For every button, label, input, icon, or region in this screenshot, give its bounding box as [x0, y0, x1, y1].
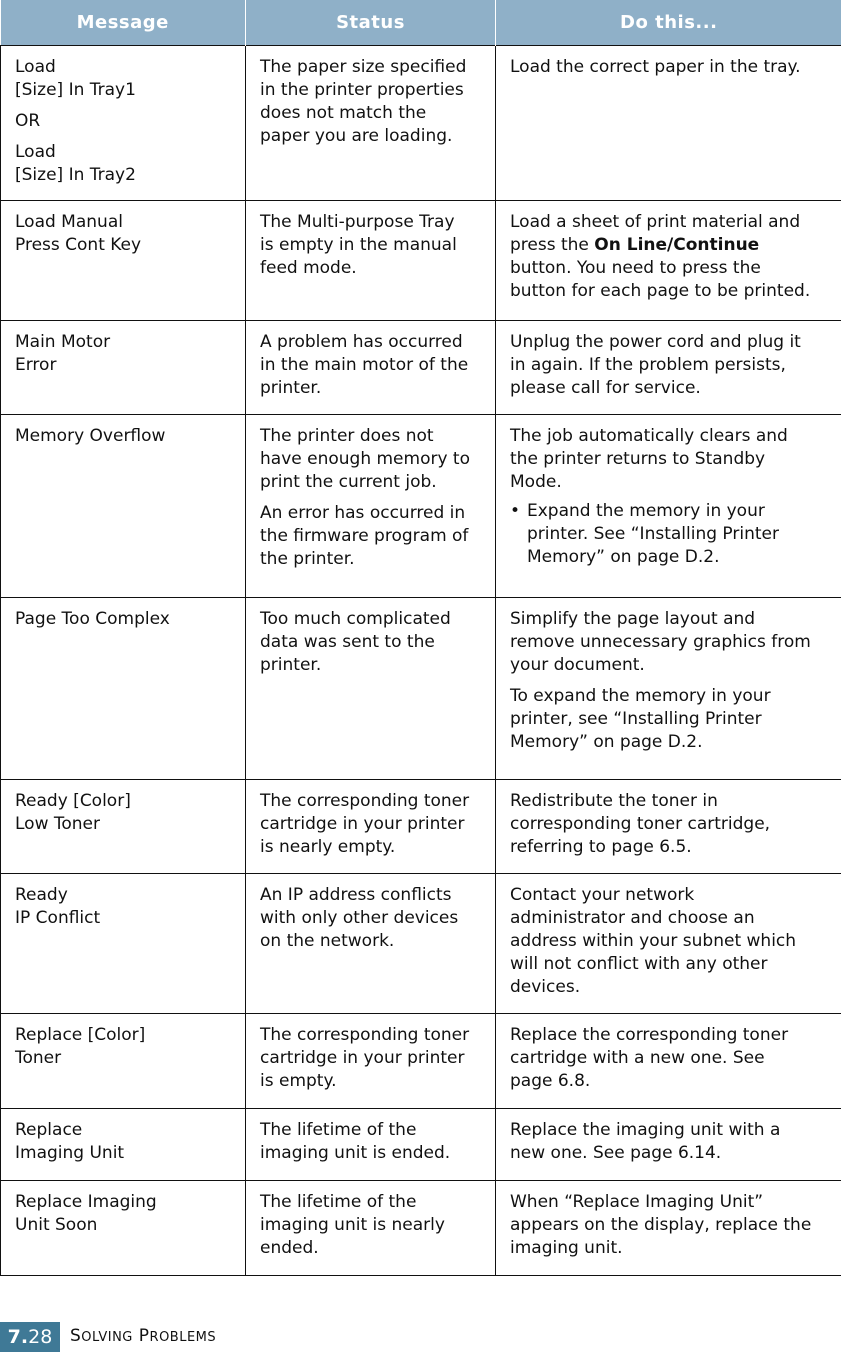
action-cell: [496, 201, 841, 321]
action-line: button. You need to press the: [510, 257, 835, 280]
status-cell: [246, 1181, 496, 1276]
table-row: [1, 874, 841, 1014]
message-line: Page Too Complex: [15, 608, 237, 631]
table-row: [1, 46, 841, 201]
status-line: The paper size specified: [260, 56, 487, 79]
status-line: in the main motor of the: [260, 354, 487, 377]
action-line: To expand the memory in your: [510, 685, 835, 708]
table-row: [1, 1014, 841, 1109]
action-line: printer, see “Installing Printer: [510, 708, 835, 731]
online-continue-button-label: On Line/Continue: [594, 235, 759, 255]
action-line: Redistribute the toner in: [510, 790, 835, 813]
status-line: An error has occurred in: [260, 502, 487, 525]
message-line: IP Conflict: [15, 907, 237, 930]
status-line: with only other devices: [260, 907, 487, 930]
table-row: [1, 598, 841, 780]
action-line: page 6.8.: [510, 1070, 835, 1093]
status-line: printer.: [260, 377, 487, 400]
message-line: Main Motor: [15, 331, 237, 354]
bullet-item: [510, 500, 835, 569]
status-line: cartridge in your printer: [260, 813, 487, 836]
action-line: referring to page 6.5.: [510, 836, 835, 859]
action-line: The job automatically clears and: [510, 425, 835, 448]
section-title-smallcaps: OLVING: [81, 1330, 133, 1345]
action-line: Expand the memory in your: [527, 500, 835, 523]
status-line: the firmware program of: [260, 525, 487, 548]
message-line: Toner: [15, 1047, 237, 1070]
action-cell: [496, 780, 841, 874]
status-line: is empty.: [260, 1070, 487, 1093]
status-cell: [246, 780, 496, 874]
status-line: feed mode.: [260, 257, 487, 280]
action-line: Replace the imaging unit with a: [510, 1119, 835, 1142]
message-line: Press Cont Key: [15, 234, 237, 257]
message-line: [Size] In Tray2: [15, 164, 237, 187]
bullet-icon: •: [510, 500, 520, 523]
message-cell: [1, 1181, 246, 1276]
status-line: on the network.: [260, 930, 487, 953]
section-title-letter: P: [139, 1326, 150, 1346]
action-line: devices.: [510, 976, 835, 999]
message-cell: [1, 598, 246, 780]
message-line: Load: [15, 141, 237, 164]
action-line: new one. See page 6.14.: [510, 1142, 835, 1165]
message-line: Load: [15, 56, 237, 79]
status-cell: [246, 874, 496, 1014]
header-do-this: Do this...: [496, 0, 841, 46]
message-line: Ready: [15, 884, 237, 907]
status-line: printer.: [260, 654, 487, 677]
table-row: [1, 415, 841, 598]
action-line: remove unnecessary graphics from: [510, 631, 835, 654]
message-cell: [1, 415, 246, 598]
action-text: press the: [510, 235, 594, 255]
action-cell: [496, 1109, 841, 1181]
page-number-badge: [0, 1322, 60, 1352]
status-line: The printer does not: [260, 425, 487, 448]
message-cell: [1, 201, 246, 321]
action-cell: [496, 46, 841, 201]
status-line: have enough memory to: [260, 448, 487, 471]
section-title-smallcaps: ROBLEMS: [150, 1330, 217, 1345]
header-status: Status: [246, 0, 496, 46]
action-line: Simplify the page layout and: [510, 608, 835, 631]
message-line: [Size] In Tray1: [15, 79, 237, 102]
action-line: Replace the corresponding toner: [510, 1024, 835, 1047]
message-line: Low Toner: [15, 813, 237, 836]
action-line: Memory” on page D.2.: [510, 731, 835, 754]
message-line: Replace: [15, 1119, 237, 1142]
status-cell: [246, 201, 496, 321]
action-cell: [496, 321, 841, 415]
action-line: please call for service.: [510, 377, 835, 400]
status-line: imaging unit is ended.: [260, 1142, 487, 1165]
status-cell: [246, 598, 496, 780]
message-line: Ready [Color]: [15, 790, 237, 813]
message-line: Unit Soon: [15, 1214, 237, 1237]
message-cell: [1, 1014, 246, 1109]
section-title-letter: S: [70, 1326, 81, 1346]
action-line: button for each page to be printed.: [510, 280, 835, 303]
status-line: data was sent to the: [260, 631, 487, 654]
table-row: [1, 321, 841, 415]
status-line: The corresponding toner: [260, 790, 487, 813]
message-line: OR: [15, 110, 237, 133]
chapter-number: 7.: [8, 1326, 28, 1348]
action-cell: [496, 874, 841, 1014]
status-line: ended.: [260, 1237, 487, 1260]
action-line: in again. If the problem persists,: [510, 354, 835, 377]
message-cell: [1, 1109, 246, 1181]
status-line: print the current job.: [260, 471, 487, 494]
status-line: in the printer properties: [260, 79, 487, 102]
status-line: paper you are loading.: [260, 125, 487, 148]
table-row: [1, 1109, 841, 1181]
message-line: Error: [15, 354, 237, 377]
action-line: will not conflict with any other: [510, 953, 835, 976]
message-cell: [1, 780, 246, 874]
status-cell: [246, 1109, 496, 1181]
action-line: Load the correct paper in the tray.: [510, 56, 835, 79]
message-line: Load Manual: [15, 211, 237, 234]
status-cell: [246, 1014, 496, 1109]
table-header-row: [1, 0, 841, 46]
action-line: imaging unit.: [510, 1237, 835, 1260]
status-line: is empty in the manual: [260, 234, 487, 257]
status-line: the printer.: [260, 548, 487, 571]
action-cell: [496, 415, 841, 598]
status-cell: [246, 46, 496, 201]
action-line: [510, 234, 835, 257]
action-line: administrator and choose an: [510, 907, 835, 930]
action-line: Memory” on page D.2.: [527, 546, 835, 569]
status-line: An IP address conflicts: [260, 884, 487, 907]
header-message: Message: [1, 0, 246, 46]
message-line: Replace [Color]: [15, 1024, 237, 1047]
status-cell: [246, 415, 496, 598]
status-line: The corresponding toner: [260, 1024, 487, 1047]
table-row: [1, 1181, 841, 1276]
message-line: Replace Imaging: [15, 1191, 237, 1214]
action-line: When “Replace Imaging Unit”: [510, 1191, 835, 1214]
section-title: [70, 1326, 216, 1346]
action-line: cartridge with a new one. See: [510, 1047, 835, 1070]
message-cell: [1, 46, 246, 201]
status-line: The lifetime of the: [260, 1119, 487, 1142]
status-line: The Multi-purpose Tray: [260, 211, 487, 234]
status-line: A problem has occurred: [260, 331, 487, 354]
message-cell: [1, 321, 246, 415]
action-line: appears on the display, replace the: [510, 1214, 835, 1237]
status-line: cartridge in your printer: [260, 1047, 487, 1070]
action-cell: [496, 1014, 841, 1109]
status-line: Too much complicated: [260, 608, 487, 631]
action-line: the printer returns to Standby: [510, 448, 835, 471]
action-line: corresponding toner cartridge,: [510, 813, 835, 836]
message-line: Memory Overflow: [15, 425, 237, 448]
status-line: does not match the: [260, 102, 487, 125]
action-line: Unplug the power cord and plug it: [510, 331, 835, 354]
action-line: your document.: [510, 654, 835, 677]
status-cell: [246, 321, 496, 415]
action-line: Mode.: [510, 471, 835, 494]
page-footer: [0, 1322, 841, 1352]
action-cell: [496, 598, 841, 780]
action-line: Contact your network: [510, 884, 835, 907]
table-row: [1, 780, 841, 874]
message-cell: [1, 874, 246, 1014]
action-cell: [496, 1181, 841, 1276]
action-line: printer. See “Installing Printer: [527, 523, 835, 546]
message-line: Imaging Unit: [15, 1142, 237, 1165]
action-line: Load a sheet of print material and: [510, 211, 835, 234]
action-line: address within your subnet which: [510, 930, 835, 953]
table-row: [1, 201, 841, 321]
status-line: imaging unit is nearly: [260, 1214, 487, 1237]
status-line: The lifetime of the: [260, 1191, 487, 1214]
page-number: 28: [28, 1326, 52, 1348]
status-line: is nearly empty.: [260, 836, 487, 859]
